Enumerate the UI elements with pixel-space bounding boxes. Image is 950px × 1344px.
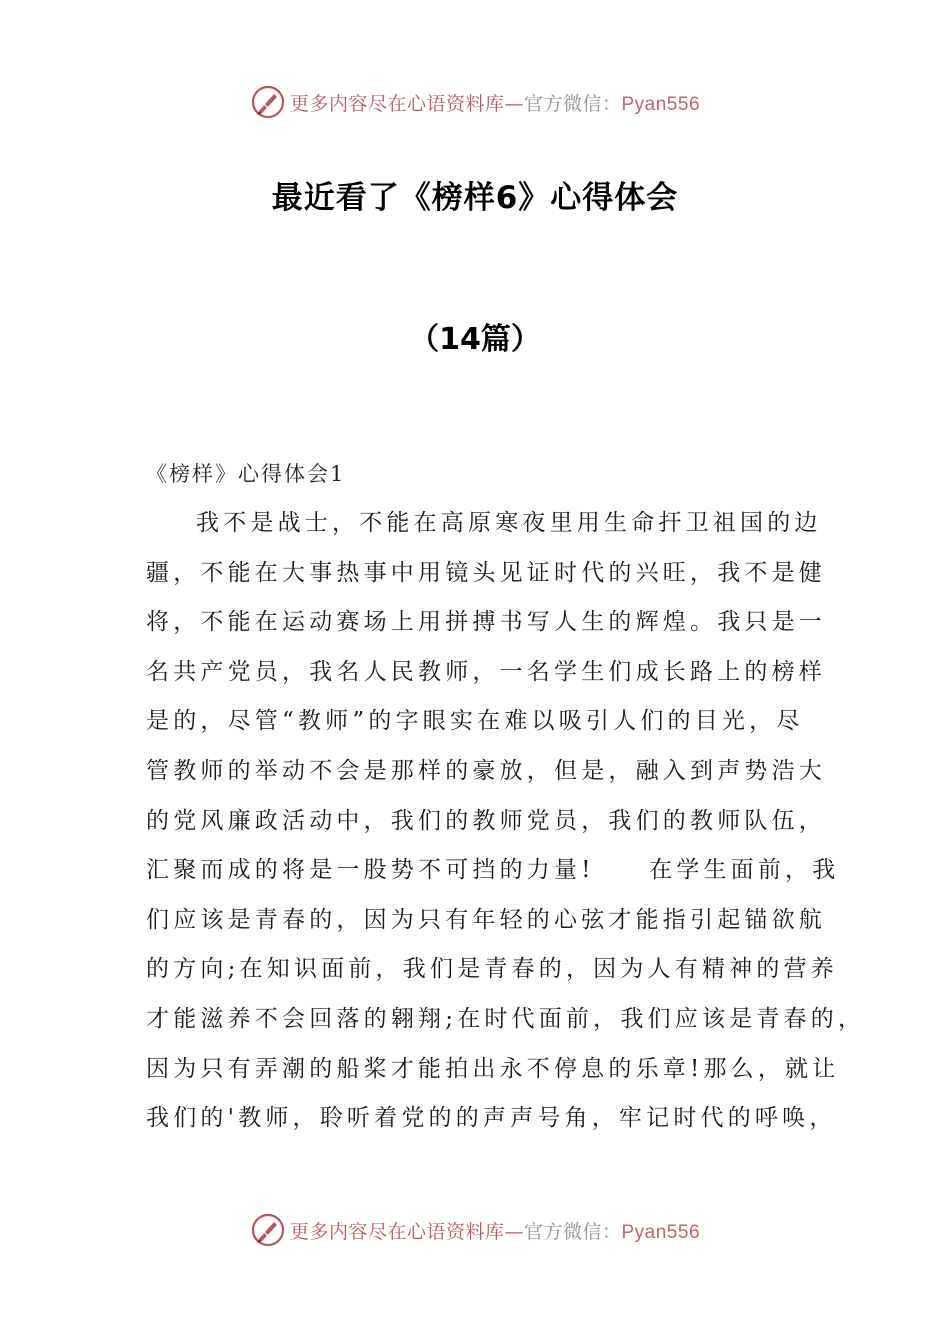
body-line: 的党风廉政活动中，我们的教师党员，我们的教师队伍， xyxy=(146,807,826,834)
watermark-separator: — xyxy=(504,92,524,115)
watermark-text-gray: 官方微信： xyxy=(523,92,622,115)
watermark-banner-top xyxy=(0,82,950,122)
body-line: 我不是战士，不能在高原寒夜里用生命扞卫祖国的边 xyxy=(196,510,822,536)
body-line: 是的，尽管“教师”的字眼实在难以吸引人们的目光，尽 xyxy=(146,708,804,735)
body-line: 管教师的举动不会是那样的豪放，但是，融入到声势浩大 xyxy=(146,757,826,784)
watermark-banner-bottom xyxy=(0,1210,950,1250)
watermark-separator: — xyxy=(504,1220,524,1243)
body-line: 名共产党员，我名人民教师，一名学生们成长路上的榜样 xyxy=(146,658,826,685)
body-line: 疆，不能在大事热事中用镜头见证时代的兴旺，我不是健 xyxy=(146,559,826,586)
watermark-account: Pyan556 xyxy=(621,93,701,115)
watermark-text-red: 更多内容尽在心语资料库 xyxy=(289,1220,505,1243)
pen-logo-icon xyxy=(250,1212,286,1248)
document-title: 最近看了《榜样6》心得体会 xyxy=(271,180,679,216)
watermark-account: Pyan556 xyxy=(621,1221,701,1243)
document-subtitle: （14篇） xyxy=(409,322,541,357)
watermark-text xyxy=(290,1217,700,1244)
body-line: 我们的'教师，聆听着党的的声声号角，牢记时代的呼唤， xyxy=(146,1105,837,1132)
body-line: 的方向;在知识面前，我们是青春的，因为人有精神的营养 xyxy=(146,956,838,983)
pen-logo-icon xyxy=(250,84,286,120)
watermark-text-gray: 官方微信： xyxy=(523,1220,622,1243)
watermark-text xyxy=(290,89,700,116)
body-line: 们应该是青春的，因为只有年轻的心弦才能指引起锚欲航 xyxy=(146,906,826,933)
body-line: 汇聚而成的将是一股势不可挡的力量! 在学生面前，我 xyxy=(146,857,840,884)
body-line: 将，不能在运动赛场上用拼搏书写人生的辉煌。我只是一 xyxy=(146,609,826,636)
section-heading: 《榜样》心得体会1 xyxy=(146,462,346,486)
body-line: 才能滋养不会回落的翱翔;在时代面前，我们应该是青春的， xyxy=(146,1005,866,1032)
watermark-text-red: 更多内容尽在心语资料库 xyxy=(289,92,505,115)
body-paragraph xyxy=(146,499,866,1144)
body-line: 因为只有弄潮的船桨才能拍出永不停息的乐章!那么，就让 xyxy=(146,1055,840,1082)
